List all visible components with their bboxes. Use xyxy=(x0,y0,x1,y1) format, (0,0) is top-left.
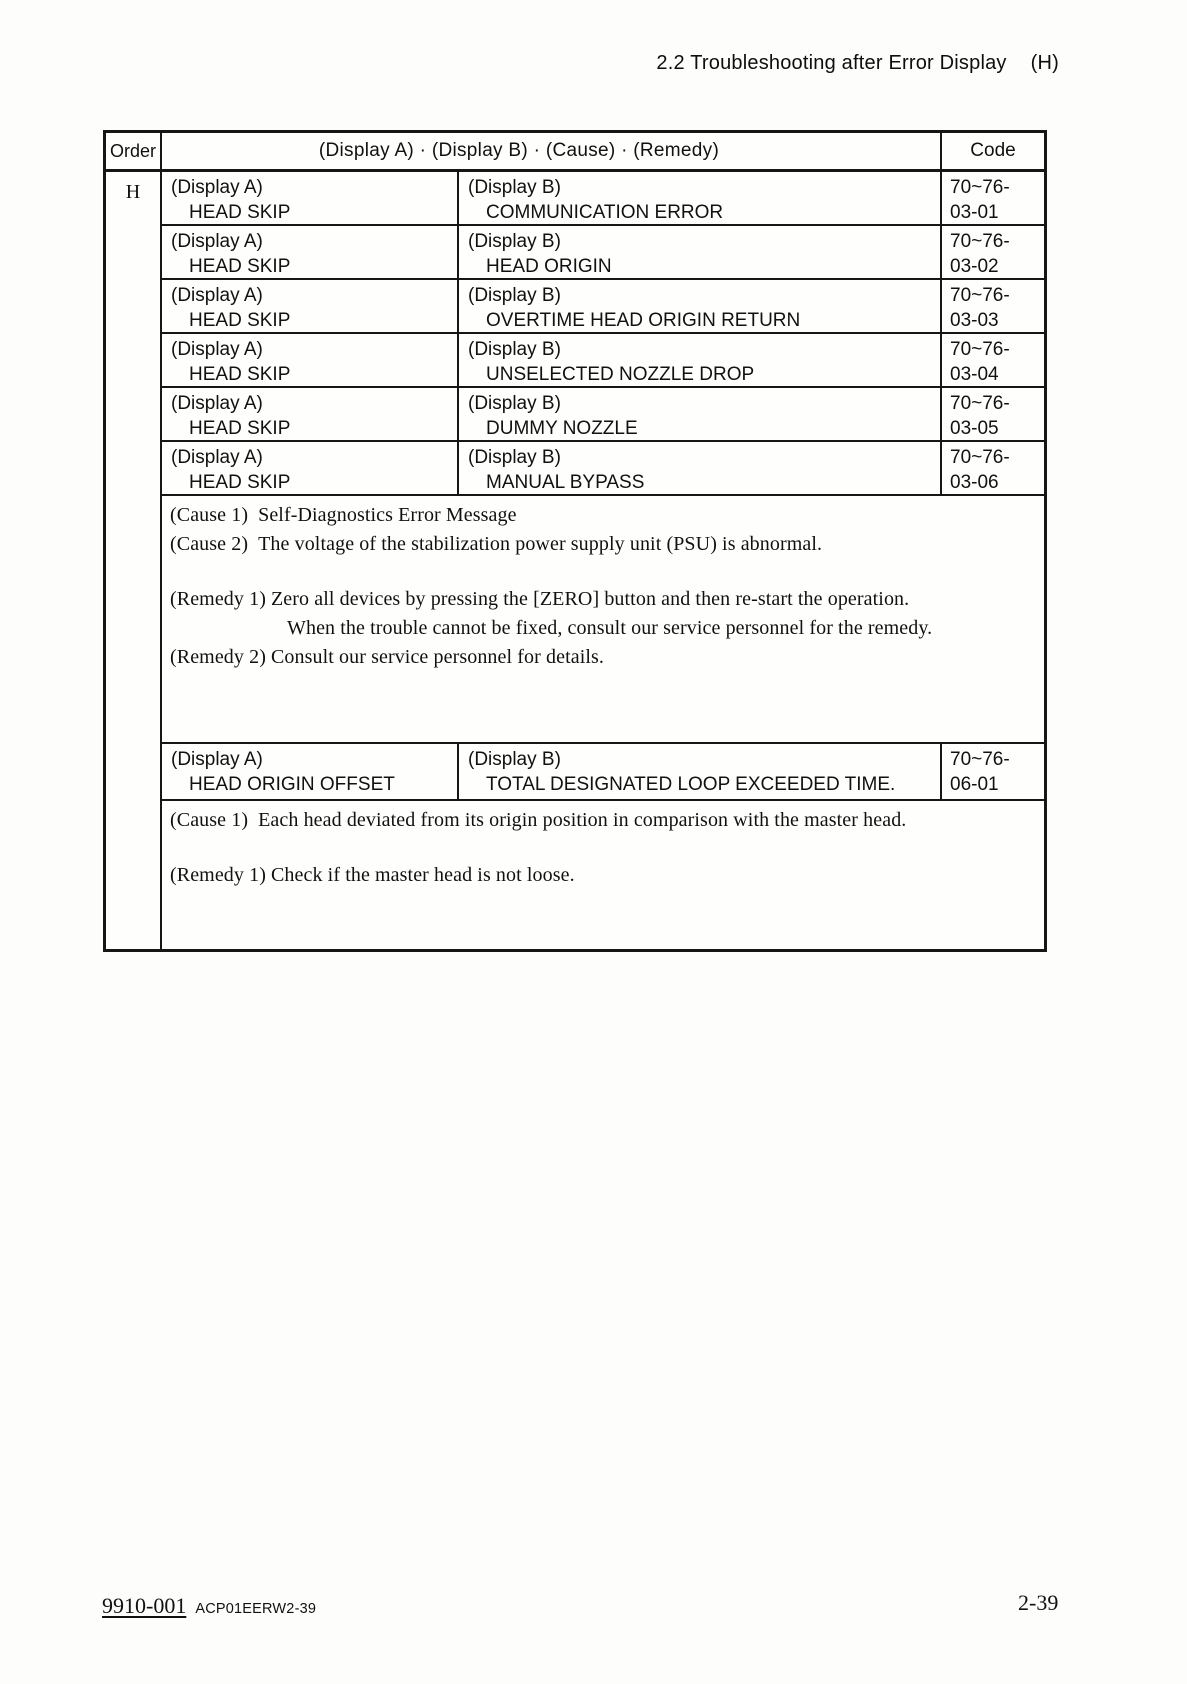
display-b-value: TOTAL DESIGNATED LOOP EXCEEDED TIME. xyxy=(486,774,896,795)
display-row xyxy=(162,226,1044,280)
code-cell xyxy=(940,744,1044,799)
display-a-label: (Display A) xyxy=(171,339,263,360)
display-b-cell xyxy=(459,280,940,332)
main-header-cell: (Display A) · (Display B) · (Cause) · (Remedy) xyxy=(318,140,720,161)
display-b-value: UNSELECTED NOZZLE DROP xyxy=(486,364,755,385)
doc-number: 9910-001 xyxy=(102,1593,187,1618)
display-b-cell xyxy=(459,334,940,386)
table-header-row xyxy=(106,133,1044,172)
display-a-value: HEAD SKIP xyxy=(189,472,291,493)
display-row xyxy=(162,334,1044,388)
cause-text: The voltage of the stabilization power supply unit (PSU) is abnormal. xyxy=(258,533,823,555)
code-number: 06-01 xyxy=(950,774,999,795)
display-row xyxy=(162,442,1044,496)
display-a-label: (Display A) xyxy=(171,393,263,414)
remedy-text: Consult our service personnel for details. xyxy=(270,646,604,668)
display-b-label: (Display B) xyxy=(468,447,561,468)
display-b-value: DUMMY NOZZLE xyxy=(486,418,638,439)
display-b-label: (Display B) xyxy=(468,339,561,360)
code-number: 03-04 xyxy=(950,364,999,385)
troubleshooting-table xyxy=(103,130,1047,952)
display-row xyxy=(162,744,1044,801)
remedy-line xyxy=(170,643,1034,672)
code-range: 70~76- xyxy=(950,749,1010,770)
table-content xyxy=(162,172,1044,949)
display-b-label: (Display B) xyxy=(468,285,561,306)
display-a-cell xyxy=(162,388,459,440)
page-header-title: 2.2 Troubleshooting after Error Display xyxy=(656,52,1007,74)
display-a-cell xyxy=(162,744,459,799)
cause-line xyxy=(170,530,1034,559)
order-value: H xyxy=(125,181,141,203)
display-a-value: HEAD ORIGIN OFFSET xyxy=(189,774,395,795)
code-range: 70~76- xyxy=(950,393,1010,414)
code-range: 70~76- xyxy=(950,447,1010,468)
cause-line xyxy=(170,806,1034,835)
display-a-label: (Display A) xyxy=(171,231,263,252)
code-cell xyxy=(940,388,1044,440)
code-number: 03-01 xyxy=(950,202,999,223)
cause-label: (Cause 1) xyxy=(170,504,249,526)
display-row xyxy=(162,172,1044,226)
cause-remedy-block xyxy=(162,496,1044,744)
display-b-cell xyxy=(459,226,940,278)
code-range: 70~76- xyxy=(950,339,1010,360)
display-b-label: (Display B) xyxy=(468,231,561,252)
display-b-label: (Display B) xyxy=(468,393,561,414)
page-header-mark: (H) xyxy=(1030,52,1059,74)
code-number: 03-05 xyxy=(950,418,999,439)
display-a-value: HEAD SKIP xyxy=(189,310,291,331)
display-b-label: (Display B) xyxy=(468,177,561,198)
display-row xyxy=(162,280,1044,334)
cause-text: Self-Diagnostics Error Message xyxy=(258,504,517,526)
display-a-label: (Display A) xyxy=(171,285,263,306)
display-b-label: (Display B) xyxy=(468,749,561,770)
remedy-label: (Remedy 1) xyxy=(170,864,266,886)
display-a-label: (Display A) xyxy=(171,177,263,198)
code-range: 70~76- xyxy=(950,177,1010,198)
display-b-value: COMMUNICATION ERROR xyxy=(486,202,724,223)
code-number: 03-06 xyxy=(950,472,999,493)
remedy-text: Zero all devices by pressing the [ZERO] button and then re-start the operation. xyxy=(270,588,910,610)
display-b-cell xyxy=(459,442,940,494)
display-a-cell xyxy=(162,334,459,386)
display-a-cell xyxy=(162,226,459,278)
display-a-value: HEAD SKIP xyxy=(189,418,291,439)
display-a-cell xyxy=(162,442,459,494)
code-range: 70~76- xyxy=(950,285,1010,306)
remedy-label: (Remedy 2) xyxy=(170,646,266,668)
remedy-text: Check if the master head is not loose. xyxy=(270,864,575,886)
code-number: 03-02 xyxy=(950,256,999,277)
display-b-cell xyxy=(459,744,940,799)
cause-label: (Cause 1) xyxy=(170,809,249,831)
display-b-value: HEAD ORIGIN xyxy=(486,256,612,277)
cause-line xyxy=(170,501,1034,530)
display-b-value: MANUAL BYPASS xyxy=(486,472,645,493)
cause-label: (Cause 2) xyxy=(170,533,249,555)
order-header-cell: Order xyxy=(106,133,162,169)
cause-text: Each head deviated from its origin position in comparison with the master head. xyxy=(258,809,907,831)
display-a-cell xyxy=(162,280,459,332)
code-cell xyxy=(940,172,1044,224)
code-number: 03-03 xyxy=(950,310,999,331)
code-range: 70~76- xyxy=(950,231,1010,252)
remedy-line xyxy=(170,861,1034,890)
display-a-value: HEAD SKIP xyxy=(189,364,291,385)
code-header-cell: Code xyxy=(940,133,1044,169)
display-a-cell xyxy=(162,172,459,224)
display-a-value: HEAD SKIP xyxy=(189,256,291,277)
code-cell xyxy=(940,280,1044,332)
code-cell xyxy=(940,442,1044,494)
page-number: 2-39 xyxy=(1018,1590,1059,1615)
remedy-line xyxy=(170,585,1034,614)
table-body xyxy=(106,172,1044,949)
display-a-label: (Display A) xyxy=(171,447,263,468)
doc-code: ACP01EERW2-39 xyxy=(195,1601,317,1617)
code-cell xyxy=(940,334,1044,386)
page-footer-left xyxy=(102,1593,316,1619)
page-header xyxy=(656,52,1059,75)
code-cell xyxy=(940,226,1044,278)
remedy-continuation-line: When the trouble cannot be fixed, consult our service personnel for the remedy. xyxy=(287,617,933,639)
display-a-value: HEAD SKIP xyxy=(189,202,291,223)
display-b-cell xyxy=(459,388,940,440)
display-b-cell xyxy=(459,172,940,224)
display-a-label: (Display A) xyxy=(171,749,263,770)
display-row xyxy=(162,388,1044,442)
display-b-value: OVERTIME HEAD ORIGIN RETURN xyxy=(486,310,801,331)
remedy-label: (Remedy 1) xyxy=(170,588,266,610)
cause-remedy-block xyxy=(162,801,1044,949)
order-column xyxy=(106,172,162,949)
